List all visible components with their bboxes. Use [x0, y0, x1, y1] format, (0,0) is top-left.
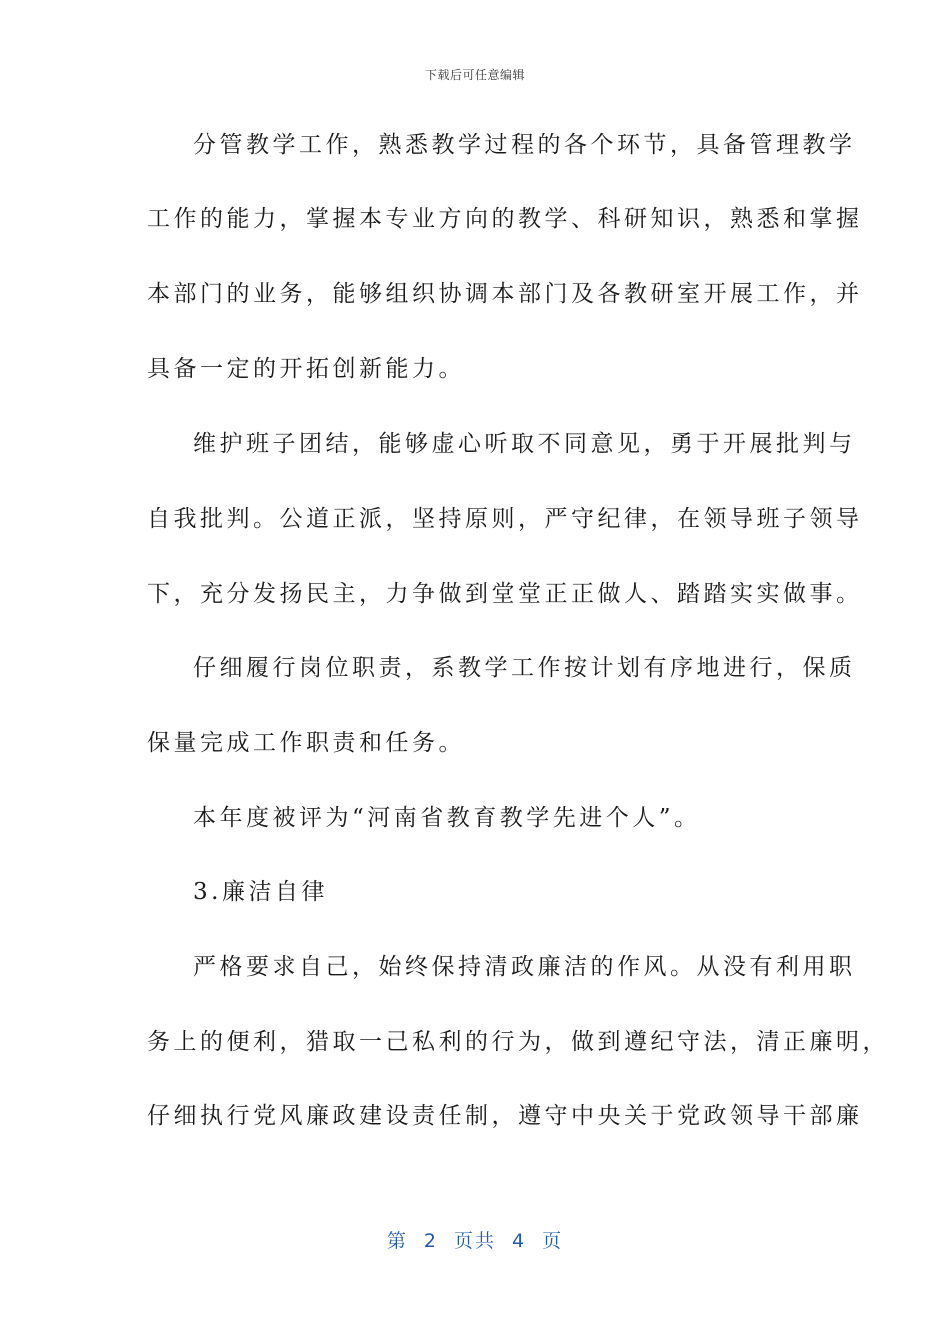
paragraph-line: 下，充分发扬民主，力争做到堂堂正正做人、踏踏实实做事。	[147, 581, 863, 607]
footer-middle: 页共	[453, 1230, 496, 1252]
paragraph-line: 务上的便利，猎取一己私利的行为，做到遵纪守法，清正廉明，	[147, 1029, 889, 1055]
paragraph-line: 仔细履行岗位职责，系教学工作按计划有序地进行，保质	[193, 655, 856, 681]
paragraph-line: 仔细执行党风廉政建设责任制，遵守中央关于党政领导干部廉	[147, 1103, 863, 1129]
paragraph-line: 本部门的业务，能够组织协调本部门及各教研室开展工作，并	[147, 281, 863, 307]
paragraph-line: 工作的能力，掌握本专业方向的教学、科研知识，熟悉和掌握	[147, 206, 863, 232]
paragraph-line: 具备一定的开拓创新能力。	[147, 356, 465, 382]
paragraph-line: 本年度被评为“河南省教育教学先进个人”。	[193, 805, 701, 831]
section-heading: 3.廉洁自律	[193, 879, 328, 905]
paragraph-line: 维护班子团结，能够虚心听取不同意见，勇于开展批判与	[193, 431, 856, 457]
footer-prefix: 第	[386, 1230, 408, 1252]
current-page-number: 2	[423, 1230, 438, 1252]
header-note: 下载后可任意编辑	[424, 68, 525, 82]
paragraph-line: 严格要求自己，始终保持清政廉洁的作风。从没有利用职	[193, 954, 856, 980]
total-pages-number: 4	[512, 1230, 527, 1252]
paragraph-line: 分管教学工作，熟悉教学过程的各个环节，具备管理教学	[193, 132, 856, 158]
footer-suffix: 页	[542, 1230, 564, 1252]
paragraph-line: 自我批判。公道正派，坚持原则，严守纪律，在领导班子领导	[147, 506, 863, 532]
paragraph-line: 保量完成工作职责和任务。	[147, 730, 465, 756]
page-footer	[0, 1226, 950, 1253]
